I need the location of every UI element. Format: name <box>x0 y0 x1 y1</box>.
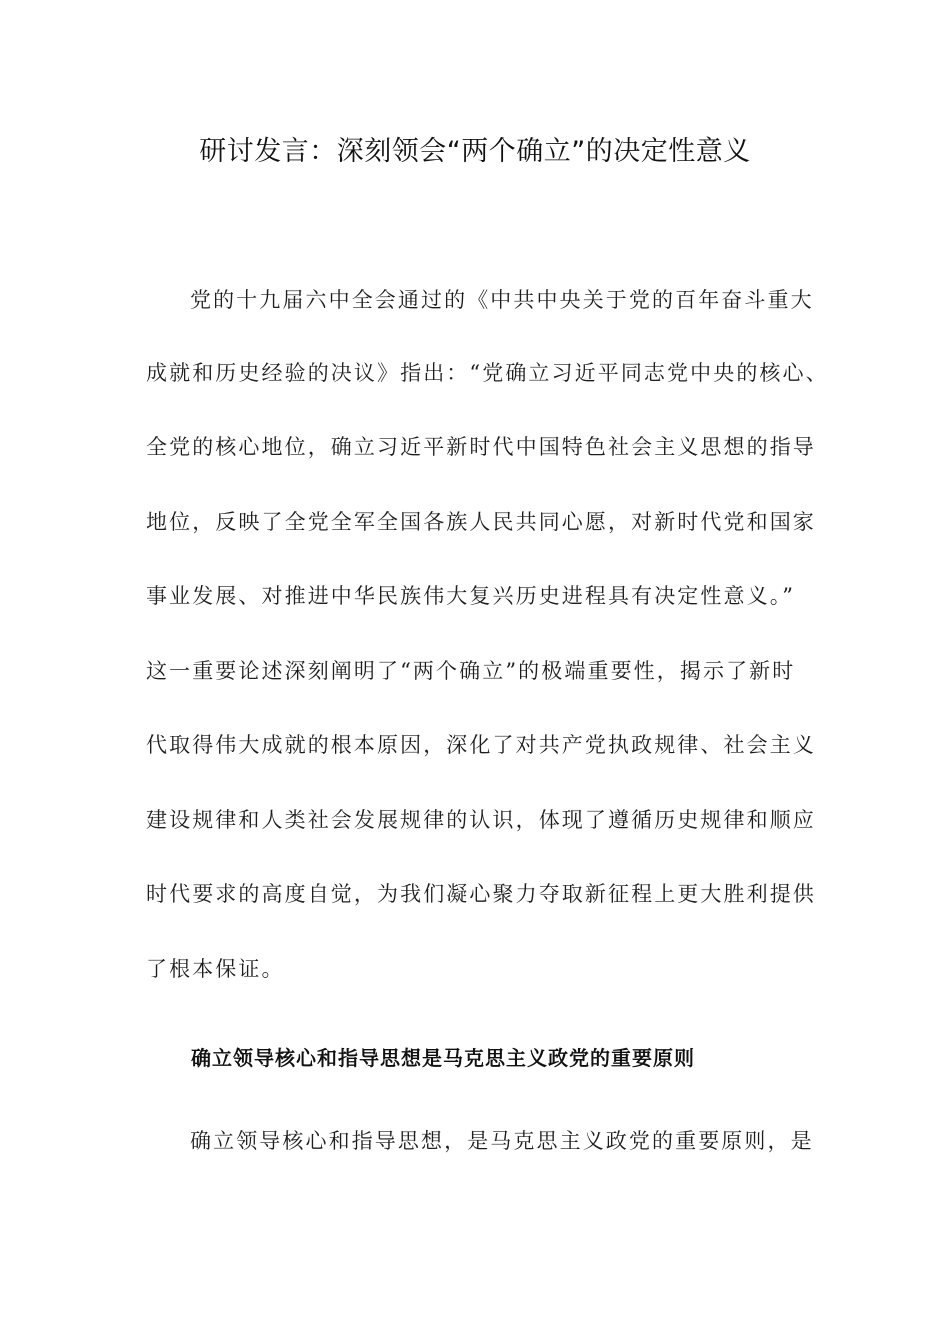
paragraph-line: 了根本保证。 <box>146 957 285 981</box>
paragraph-line: 代取得伟大成就的根本原因，深化了对共产党执政规律、社会主义 <box>146 733 816 757</box>
paragraph-line: 地位，反映了全党全军全国各族人民共同心愿，对新时代党和国家 <box>146 510 816 534</box>
paragraph-line: 时代要求的高度自觉，为我们凝心聚力夺取新征程上更大胜利提供 <box>146 882 816 906</box>
paragraph-line: 这一重要论述深刻阐明了“两个确立”的极端重要性，揭示了新时 <box>146 659 796 683</box>
paragraph-line: 成就和历史经验的决议》指出：“党确立习近平同志党中央的核心、 <box>146 361 829 385</box>
paragraph-line: 建设规律和人类社会发展规律的认识，体现了遵循历史规律和顺应 <box>146 808 816 832</box>
paragraph-line: 全党的核心地位，确立习近平新时代中国特色社会主义思想的指导 <box>146 435 816 459</box>
paragraph-line: 确立领导核心和指导思想，是马克思主义政党的重要原则，是 <box>190 1129 814 1153</box>
paragraph-line: 党的十九届六中全会通过的《中共中央关于党的百年奋斗重大 <box>190 288 814 312</box>
paragraph-line: 事业发展、对推进中华民族伟大复兴历史进程具有决定性意义。” <box>146 584 796 608</box>
document-title: 研讨发言：深刻领会“两个确立”的决定性意义 <box>199 136 751 167</box>
section-heading: 确立领导核心和指导思想是马克思主义政党的重要原则 <box>191 1046 695 1070</box>
